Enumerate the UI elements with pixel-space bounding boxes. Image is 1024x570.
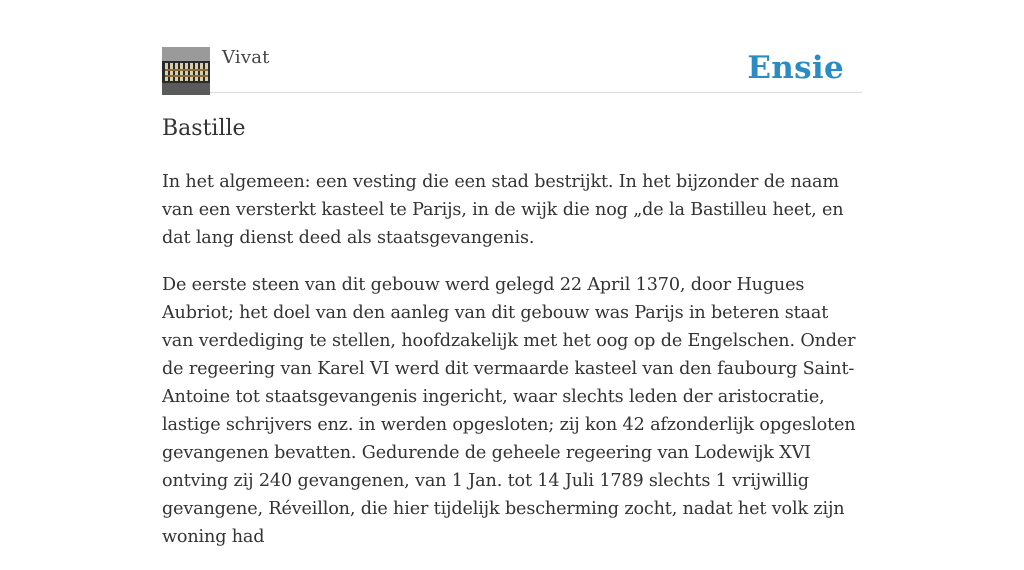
site-logo[interactable]: Ensie [747,50,844,86]
article-paragraph-1: In het algemeen: een vesting die een stad bestrijkt. In het bijzonder de naam van een versterkt kasteel te Parijs, in de wijk die nog „de la Bastilleu heet, en dat lang dienst deed als staatsgevangenis. [162,172,844,248]
books-avatar-icon [162,47,210,95]
article-paragraph-2: De eerste steen van dit gebouw werd gelegd 22 April 1370, door Hugues Aubriot; het doel van den aanleg van dit gebouw was Parijs in beteren staat van verdediging te stellen, hoofdzakelijk met het oog op de Engelschen. Onder de regeering van Karel VI werd dit vermaarde kasteel van den faubourg Saint-Antoine tot staatsgevangenis ingericht, waar slechts leden der aristocratie, lastige schrijvers enz. in werden opgesloten; zij kon 42 afzonderlijk opgesloten gevangenen bevatten. Gedurende de geheele regeering van Lodewijk XVI ontving zij 240 gevangenen, van 1 Jan. tot 14 Juli 1789 slechts 1 vrijwillig gevangene, Réveillon, die hier tijdelijk bescherming zocht, nadat het volk zijn woning had [162,275,856,547]
author-avatar[interactable] [162,47,210,95]
article-body [162,168,864,570]
author-name[interactable]: Vivat [222,47,270,68]
article-title: Bastille [162,116,246,141]
site-header [162,46,862,93]
